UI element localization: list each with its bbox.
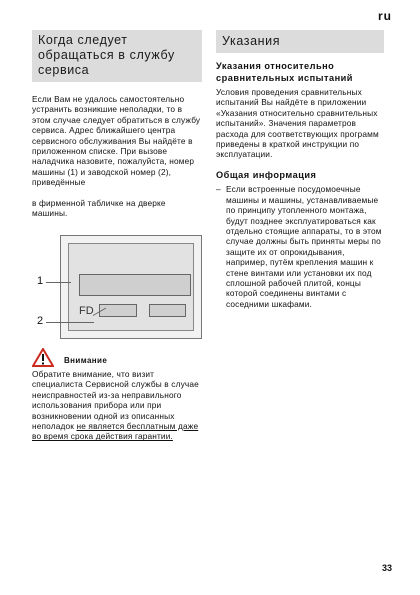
callout-2: 2	[37, 315, 44, 327]
callout-1: 1	[37, 275, 44, 287]
warning-triangle-icon	[32, 348, 54, 367]
general-info-bullet	[216, 184, 384, 309]
notes-section-title: Указания	[216, 30, 384, 53]
service-paragraph-1: Если Вам не удалось самостоятельно устранить возникшие неполадки, то в этом случае следует обратиться в службу сервиса. Адрес ближайшего центра сервисного обслуживания Вы найдёте в приложенном списке. При вызове наладчика назовите, пожалуйста, номер машины (1) и заводской номер (2), приведённые	[32, 94, 201, 188]
general-info-text: Если встроенные посудомоечные машины и машины, устанавливаемые по принципу утопленного монтажа, будут позднее эксплуатироваться как отдельно стоящие аппараты, то в этом случае должны быть приняты меры по защите их от опрокидывания, например, путём крепления машин к стене винтами или установки их под сплошной рабочей плитой, концы которой соединены винтами с соседними шкафами.	[226, 184, 382, 309]
comparison-tests-heading: Указания относительно сравнительных испытаний	[216, 61, 353, 83]
callout-2-line	[46, 322, 94, 323]
rating-plate-diagram	[30, 233, 205, 343]
bullet-dash: –	[216, 184, 221, 195]
rating-plate	[60, 235, 202, 339]
comparison-tests-text: Условия проведения сравнительных испытаний Вы найдёте в приложении «Указания относительно сравнительных испытаний». Значения параметров расхода для соответствующих программ приведены в краткой инструкции по эксплуатации.	[216, 87, 379, 160]
machine-number-field	[79, 274, 191, 296]
general-info-heading: Общая информация	[216, 169, 317, 180]
fd-label: FD	[79, 305, 94, 317]
service-paragraph-2: в фирменной табличке на дверке машины.	[32, 197, 166, 219]
warning-text-underlined: не является бесплатным даже во время срока действия гарантии.	[32, 421, 199, 442]
page-number: 33	[381, 563, 392, 573]
warning-title: Внимание	[64, 356, 108, 365]
left-column	[32, 30, 202, 218]
service-section-title: Когда следует обращаться в службу сервиса	[32, 30, 202, 82]
rating-plate-inner	[68, 243, 194, 331]
right-column	[216, 30, 384, 309]
warning-text-main: Обратите внимание, что визит специалиста Сервисной службы в случае неисправностей из-за неправильного использования прибора или при возникновении одной из описанных неполадок	[32, 369, 199, 432]
warning-text	[32, 369, 202, 442]
extra-field	[149, 304, 186, 317]
warning-block	[32, 348, 202, 442]
language-code: ru	[378, 9, 392, 23]
callout-1-line	[46, 282, 71, 283]
serial-number-field	[99, 304, 137, 317]
warning-header	[32, 348, 202, 367]
